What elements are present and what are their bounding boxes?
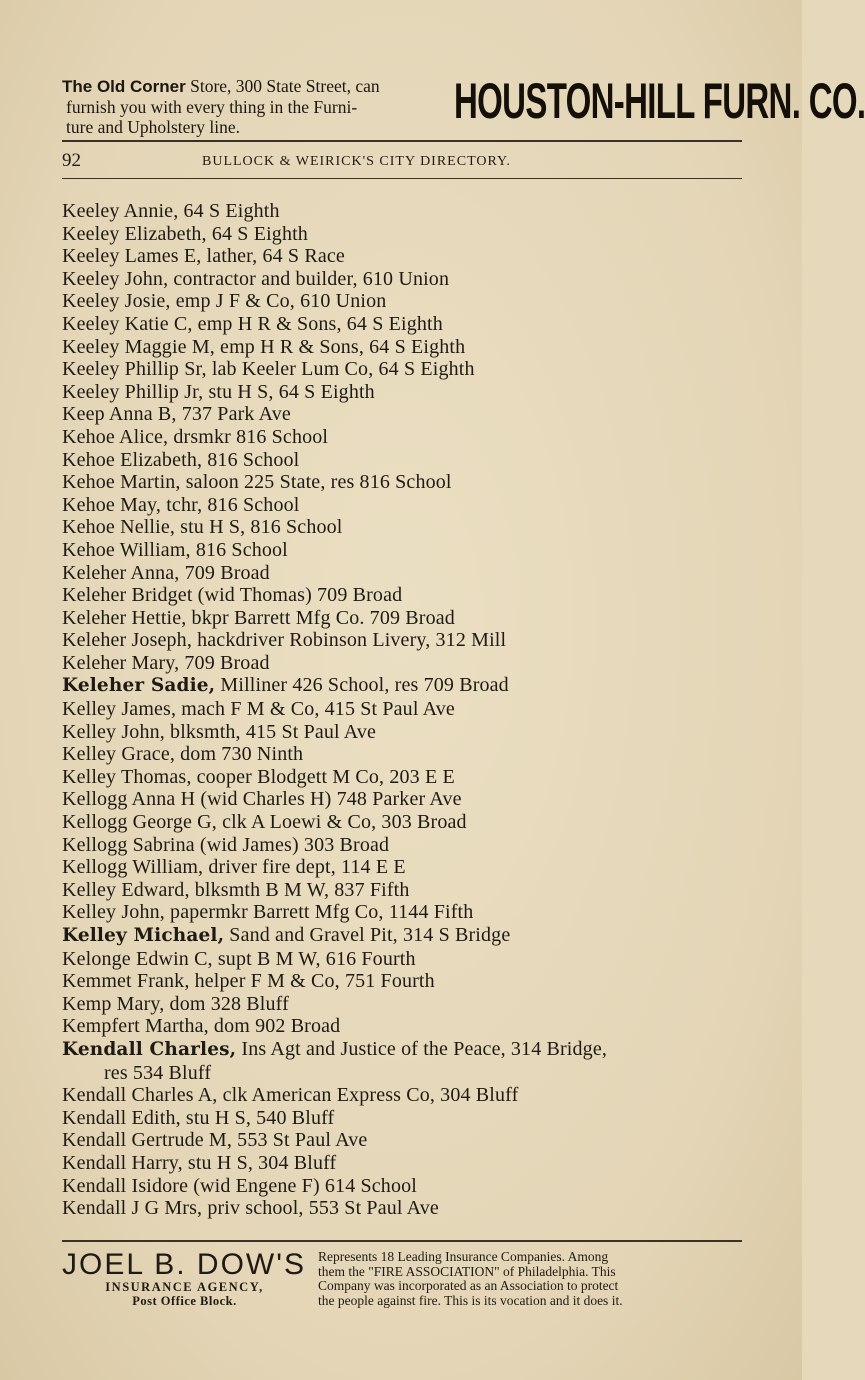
- directory-entry: [62, 1107, 752, 1130]
- directory-entry: [62, 584, 752, 607]
- footer-advertisement: [62, 1250, 742, 1310]
- header-ad-line-3: ture and Upholstery line.: [66, 117, 240, 137]
- directory-entry: [62, 268, 752, 291]
- entry-text: Kehoe William, 816 School: [62, 538, 288, 561]
- directory-entry: [62, 652, 752, 675]
- page-number: 92: [62, 150, 81, 171]
- footer-description: [318, 1250, 742, 1308]
- entry-text: Keeley Lames E, lather, 64 S Race: [62, 245, 345, 268]
- entry-text: Keleher Hettie, bkpr Barrett Mfg Co. 709 Broad: [62, 606, 455, 629]
- footer-agency-type: INSURANCE AGENCY,: [105, 1280, 264, 1294]
- directory-entry: [62, 721, 752, 744]
- entry-text: Keeley Phillip Sr, lab Keeler Lum Co, 64 S Eighth: [62, 358, 475, 381]
- directory-entry: [62, 313, 752, 336]
- entry-text: Keeley Elizabeth, 64 S Eighth: [62, 222, 308, 245]
- footer-desc-line-1: Represents 18 Leading Insurance Companies. Among: [318, 1249, 609, 1264]
- entry-text: Kendall Isidore (wid Engene F) 614 School: [62, 1174, 417, 1197]
- entry-text: Kendall Harry, stu H S, 304 Bluff: [62, 1151, 337, 1174]
- directory-entry: [62, 494, 752, 517]
- entry-bold-name: Kelley Michael,: [62, 925, 225, 946]
- directory-entry: [62, 629, 752, 652]
- directory-entry: [62, 290, 752, 313]
- entry-text: Kehoe Elizabeth, 816 School: [62, 448, 300, 471]
- directory-listing: [62, 200, 752, 1220]
- entry-text: Kehoe May, tchr, 816 School: [62, 493, 300, 516]
- directory-entry: [62, 879, 752, 902]
- header-ad-line-1-rest: Store, 300 State Street, can: [185, 76, 380, 96]
- entry-text: Sand and Gravel Pit, 314 S Bridge: [224, 924, 511, 946]
- directory-entry: [62, 1084, 752, 1107]
- entry-text: Kelley Edward, blksmth B M W, 837 Fifth: [62, 878, 410, 901]
- entry-text: Kelley Thomas, cooper Blodgett M Co, 203 E E: [62, 765, 455, 788]
- header-ad-line-2: furnish you with every thing in the Furni-: [66, 97, 358, 117]
- directory-entry: [62, 245, 752, 268]
- entry-text: Keleher Joseph, hackdriver Robinson Livery, 312 Mill: [62, 629, 507, 652]
- entry-text: Keeley John, contractor and builder, 610 Union: [62, 267, 450, 290]
- directory-entry: [62, 1129, 752, 1152]
- directory-entry: [62, 471, 752, 494]
- directory-entry: [62, 993, 752, 1016]
- directory-entry: [62, 358, 752, 381]
- entry-text: Kehoe Martin, saloon 225 State, res 816 School: [62, 471, 452, 494]
- entry-text: Keleher Mary, 709 Broad: [62, 651, 270, 674]
- header-ad-text: [62, 76, 450, 137]
- entry-text: Kendall Gertrude M, 553 St Paul Ave: [62, 1129, 368, 1152]
- running-title: BULLOCK & WEIRICK'S CITY DIRECTORY.: [202, 154, 511, 169]
- directory-entry: [62, 766, 752, 789]
- entry-text: Kemp Mary, dom 328 Bluff: [62, 992, 289, 1015]
- entry-text: Kelley John, papermkr Barrett Mfg Co, 1144 Fifth: [62, 901, 474, 924]
- directory-entry: [62, 970, 752, 993]
- directory-entry: [62, 924, 752, 948]
- entry-text: Keleher Bridget (wid Thomas) 709 Broad: [62, 584, 403, 607]
- entry-text: Milliner 426 School, res 709 Broad: [215, 674, 509, 697]
- directory-entry: [62, 403, 752, 426]
- entry-text: Kendall J G Mrs, priv school, 553 St Paul Ave: [62, 1197, 439, 1220]
- directory-entry: [62, 1015, 752, 1038]
- entry-bold-name: Keleher Sadie,: [62, 675, 216, 697]
- footer-desc-line-4: the people against fire. This is its vocation and it does it.: [318, 1292, 623, 1308]
- directory-entry: [62, 1197, 752, 1220]
- entry-text: Kellogg Sabrina (wid James) 303 Broad: [62, 833, 390, 856]
- directory-entry: [62, 223, 752, 246]
- directory-entry: [62, 743, 752, 766]
- entry-text: Kellogg Anna H (wid Charles H) 748 Parker Ave: [62, 788, 462, 811]
- entry-text: Ins Agt and Justice of the Peace, 314 Bridge,: [236, 1037, 607, 1060]
- directory-entry: [62, 811, 752, 834]
- entry-text: Keeley Josie, emp J F & Co, 610 Union: [62, 290, 387, 313]
- header-advertisement: [62, 73, 865, 137]
- footer-agency-location: Post Office Block.: [132, 1294, 237, 1308]
- entry-text: Kelonge Edwin C, supt B M W, 616 Fourth: [62, 947, 416, 970]
- entry-text: Keeley Katie C, emp H R & Sons, 64 S Eighth: [62, 312, 443, 335]
- directory-entry: [62, 449, 752, 472]
- header-rule-top: [62, 140, 742, 142]
- directory-entry: [62, 516, 752, 539]
- footer-agency-name: JOEL B. DOW'S: [62, 1248, 306, 1281]
- directory-entry: [62, 1038, 752, 1062]
- entry-text: Kellogg George G, clk A Loewi & Co, 303 Broad: [62, 811, 467, 834]
- entry-text: Kempfert Martha, dom 902 Broad: [62, 1015, 341, 1038]
- directory-entry: [62, 1175, 752, 1198]
- header-rule-bottom: [62, 178, 742, 179]
- directory-entry-continuation: [62, 1062, 752, 1085]
- entry-text: Kemmet Frank, helper F M & Co, 751 Fourth: [62, 970, 435, 993]
- entry-text: Keeley Phillip Jr, stu H S, 64 S Eighth: [62, 380, 375, 403]
- entry-text: Kelley Grace, dom 730 Ninth: [62, 743, 304, 766]
- directory-entry: [62, 948, 752, 971]
- directory-entry: [62, 674, 752, 698]
- entry-text: Kelley James, mach F M & Co, 415 St Paul Ave: [62, 698, 455, 721]
- directory-entry: [62, 562, 752, 585]
- entry-text: Kehoe Alice, drsmkr 816 School: [62, 425, 329, 448]
- directory-entry: [62, 698, 752, 721]
- directory-entry: [62, 381, 752, 404]
- directory-entry: [62, 607, 752, 630]
- header-ad-store-name: The Old Corner: [62, 77, 186, 96]
- entry-text: Keeley Maggie M, emp H R & Sons, 64 S Eighth: [62, 335, 466, 358]
- footer-agency-subtitle: [62, 1280, 307, 1308]
- directory-entry: [62, 336, 752, 359]
- footer-desc-line-3: Company was incorporated as an Association to protect: [318, 1278, 619, 1293]
- entry-text: Keleher Anna, 709 Broad: [62, 561, 270, 584]
- directory-entry: [62, 788, 752, 811]
- directory-entry: [62, 901, 752, 924]
- header-ad-line-1: [62, 76, 450, 97]
- entry-bold-name: Kendall Charles,: [62, 1038, 237, 1060]
- entry-text: Keeley Annie, 64 S Eighth: [62, 200, 280, 222]
- directory-entry: [62, 426, 752, 449]
- directory-entry: [62, 856, 752, 879]
- entry-text: Kendall Charles A, clk American Express Co, 304 Bluff: [62, 1084, 519, 1107]
- directory-entry: [62, 1152, 752, 1175]
- entry-text: Kendall Edith, stu H S, 540 Bluff: [62, 1106, 335, 1129]
- directory-entry: [62, 834, 752, 857]
- entry-text: Kelley John, blksmth, 415 St Paul Ave: [62, 720, 377, 743]
- footer-rule: [62, 1240, 742, 1242]
- header-ad-brand: HOUSTON-HILL FURN. CO.: [454, 73, 865, 129]
- directory-entry: [62, 200, 752, 223]
- entry-text: res 534 Bluff: [104, 1061, 212, 1084]
- entry-text: Keep Anna B, 737 Park Ave: [62, 403, 291, 426]
- directory-entry: [62, 539, 752, 562]
- footer-desc-line-2: them the "FIRE ASSOCIATION" of Philadelphia. This: [318, 1263, 616, 1279]
- entry-text: Kellogg William, driver fire dept, 114 E E: [62, 856, 406, 879]
- running-head: [62, 150, 742, 174]
- entry-text: Kehoe Nellie, stu H S, 816 School: [62, 516, 343, 539]
